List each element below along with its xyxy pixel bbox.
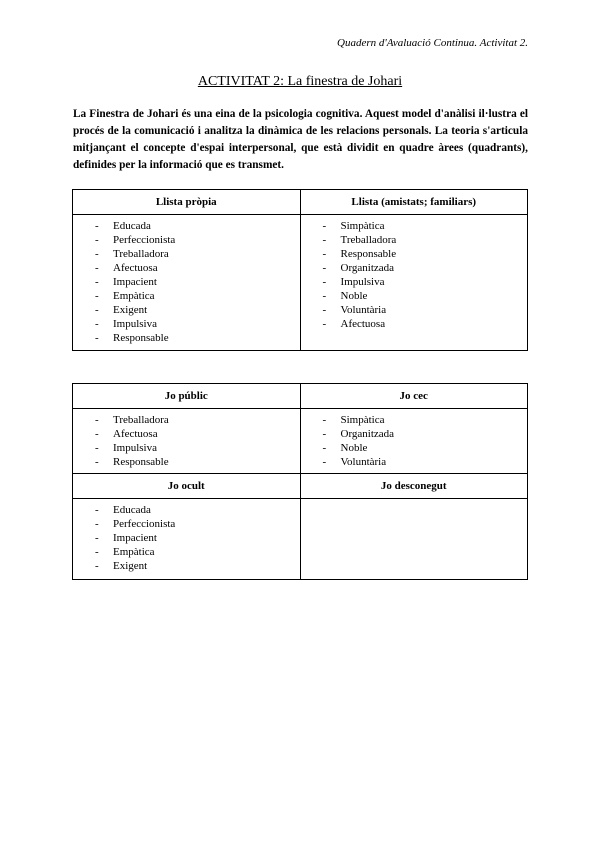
unknown-self-header: Jo desconegut [300,474,528,499]
list-item [323,247,528,261]
list-bullet: - [95,456,99,468]
list-bullet: - [322,234,327,246]
list-item-text: Impulsiva [340,276,385,288]
others-list-header: Llista (amistats; familiars) [300,190,528,215]
list-bullet: - [95,532,99,544]
list-bullet: - [322,248,327,260]
list-item-text: Noble [340,290,368,302]
list-item-text: Simpàtica [340,414,385,426]
list-item-text: Afectuosa [113,262,158,274]
list-bullet: - [322,318,327,330]
own-list [95,219,300,345]
list-item [95,503,300,517]
list-item [323,441,528,455]
list-item-text: Exigent [113,560,148,572]
johari-window-table [72,383,528,580]
hidden-self-header: Jo ocult [73,474,301,499]
list-bullet: - [95,442,99,454]
others-list-cell [300,215,528,351]
list-bullet: - [95,318,99,330]
list-bullet: - [322,442,327,454]
list-item-text: Voluntària [340,304,387,316]
list-item [323,427,528,441]
list-item [323,219,528,233]
list-item-text: Treballadora [113,414,169,426]
list-item [95,317,300,331]
list-item-text: Responsable [340,248,397,260]
list-item [95,455,300,469]
others-list [323,219,528,331]
list-item [95,531,300,545]
list-item [95,331,300,345]
list-bullet: - [95,234,99,246]
blind-self-list [323,413,528,469]
list-item-text: Voluntària [340,456,387,468]
blind-self-header: Jo cec [300,384,528,409]
list-item [95,261,300,275]
own-list-header: Llista pròpia [73,190,301,215]
list-item [95,559,300,573]
list-bullet: - [95,546,99,558]
list-item [323,233,528,247]
list-item-text: Empàtica [113,290,155,302]
list-bullet: - [95,560,99,572]
list-item [323,317,528,331]
own-list-cell [73,215,301,351]
list-item-text: Impulsiva [113,442,157,454]
list-bullet: - [322,414,327,426]
public-self-list [95,413,300,469]
list-item [323,289,528,303]
list-bullet: - [95,262,99,274]
hidden-self-cell [73,499,301,580]
list-item [95,247,300,261]
list-item-text: Responsable [113,332,169,344]
list-bullet: - [95,290,99,302]
list-bullet: - [95,304,99,316]
intro-paragraph: La Finestra de Johari és una eina de la psicologia cognitiva. Aquest model d'anàlisi il·lustra el procés de la comunicació i analitza la dinàmica de les relacions personals. La teoria s'articula mitjançant el concepte d'espai interpersonal, que està dividit en quadre àrees (quadrants), definides per la informació que es transmet. [73,108,528,171]
list-bullet: - [95,504,99,516]
list-item-text: Educada [113,504,151,516]
list-item [95,289,300,303]
list-item-text: Simpàtica [340,220,385,232]
list-bullet: - [95,276,99,288]
list-bullet: - [322,220,327,232]
list-item-text: Empàtica [113,546,155,558]
list-item [95,427,300,441]
list-item-text: Afectuosa [340,318,386,330]
list-item-text: Impulsiva [113,318,157,330]
list-item [323,413,528,427]
list-bullet: - [322,304,327,316]
blind-self-cell [300,409,528,474]
list-item [95,219,300,233]
list-item-text: Noble [340,442,368,454]
list-item [95,275,300,289]
list-item-text: Responsable [113,456,169,468]
list-item-text: Educada [113,220,151,232]
hidden-self-list [95,503,300,573]
list-bullet: - [322,262,327,274]
list-item [323,303,528,317]
list-bullet: - [95,414,99,426]
list-item-text: Perfeccionista [113,518,176,530]
list-bullet: - [95,518,99,530]
list-item-text: Exigent [113,304,148,316]
list-bullet: - [95,332,99,344]
list-bullet: - [322,276,327,288]
public-self-header: Jo públic [73,384,301,409]
list-item [323,455,528,469]
page-title: ACTIVITAT 2: La finestra de Johari [197,74,403,89]
public-self-cell [73,409,301,474]
list-bullet: - [322,290,327,302]
list-item-text: Organitzada [340,428,395,440]
list-item [323,261,528,275]
list-bullet: - [322,456,327,468]
list-item [95,545,300,559]
unknown-self-cell [300,499,528,580]
list-item-text: Afectuosa [113,428,158,440]
list-item-text: Organitzada [340,262,395,274]
list-item-text: Impacient [113,532,157,544]
list-item [323,275,528,289]
list-item [95,303,300,317]
list-bullet: - [95,428,99,440]
list-item-text: Treballadora [340,234,397,246]
list-item-text: Treballadora [113,248,169,260]
running-header: Quadern d'Avaluació Continua. Activitat 2. [337,37,528,49]
list-item [95,441,300,455]
list-item-text: Impacient [113,276,157,288]
list-item [95,233,300,247]
lists-table [72,189,528,351]
list-bullet: - [322,428,327,440]
list-item-text: Perfeccionista [113,234,176,246]
list-bullet: - [95,220,99,232]
list-item [95,413,300,427]
list-bullet: - [95,248,99,260]
list-item [95,517,300,531]
